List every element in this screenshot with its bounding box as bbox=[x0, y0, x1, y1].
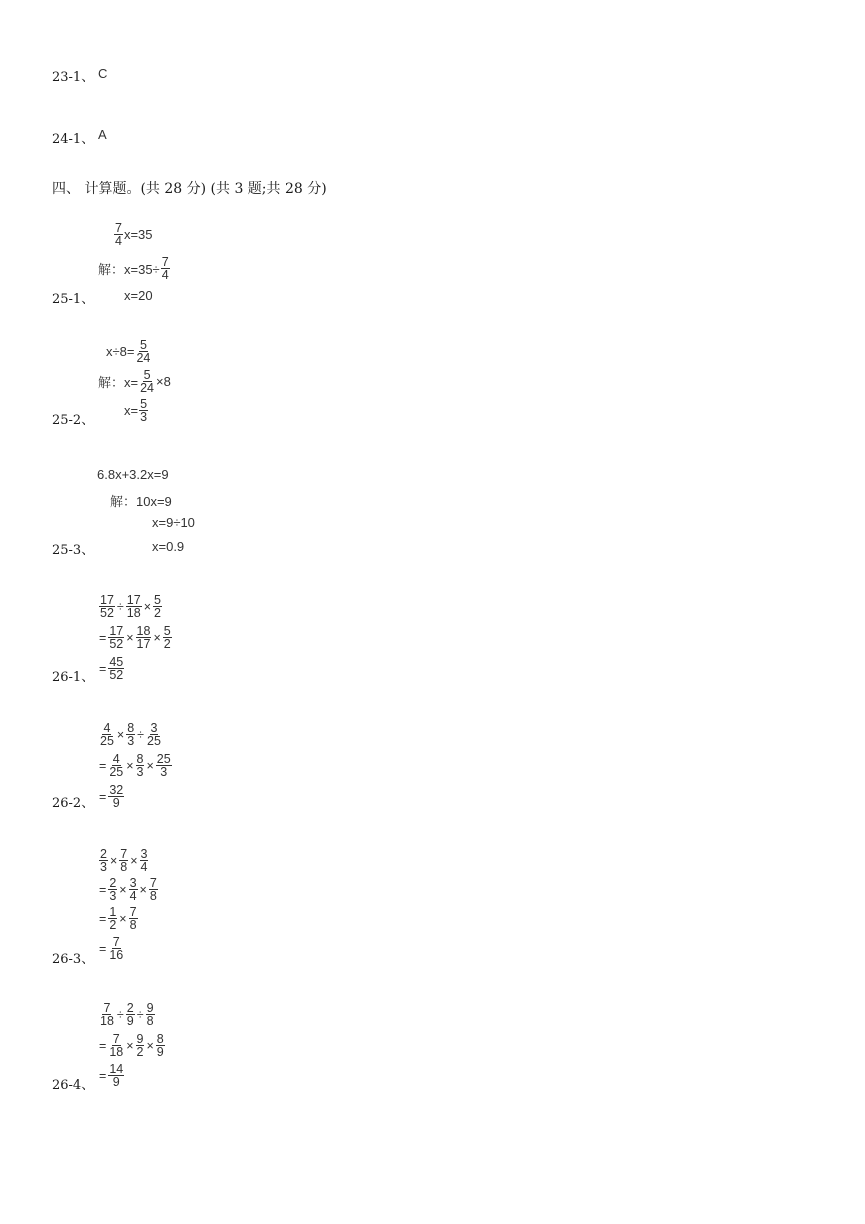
problem-label: 26-1、 bbox=[52, 670, 95, 685]
fraction: $\frac{7}{8}$ bbox=[149, 876, 157, 903]
fraction: $\frac{5}{3}$ bbox=[140, 397, 148, 424]
answer-label-24-1: 24-1、 bbox=[52, 132, 95, 147]
answer-choice-23-1: C bbox=[98, 66, 108, 81]
fraction: $\frac{4}{25}$ bbox=[100, 721, 114, 748]
fraction: $\frac{3}{4}$ bbox=[140, 847, 148, 874]
fraction: $\frac{8}{9}$ bbox=[156, 1032, 164, 1059]
fraction: $\frac{5}{24}$ bbox=[140, 368, 154, 395]
problem-label: 25-3、 bbox=[52, 543, 95, 558]
fraction: $\frac{7}{8}$ bbox=[120, 847, 128, 874]
section-title: 四、 计算题。(共 28 分) (共 3 题;共 28 分) bbox=[52, 181, 327, 197]
problem-label: 25-1、 bbox=[52, 292, 95, 307]
fraction: $\frac{7}{16}$ bbox=[109, 935, 124, 962]
fraction: $\frac{3}{4}$ bbox=[129, 876, 137, 903]
fraction: $\frac{7}{8}$ bbox=[129, 905, 137, 932]
fraction: $\frac{17}{52}$ bbox=[100, 593, 114, 620]
fraction: $\frac{2}{3}$ bbox=[100, 847, 107, 874]
problem-label: 26-4、 bbox=[52, 1078, 95, 1093]
fraction: $\frac{8}{3}$ bbox=[127, 721, 135, 748]
problem-label: 25-2、 bbox=[52, 413, 95, 428]
fraction: $\frac{5}{2}$ bbox=[163, 624, 171, 651]
fraction: $\frac{2}{3}$ bbox=[109, 876, 117, 903]
fraction: $\frac{3}{25}$ bbox=[147, 721, 161, 748]
fraction: $\frac{14}{9}$ bbox=[109, 1062, 124, 1089]
fraction: $\frac{17}{52}$ bbox=[109, 624, 124, 651]
fraction: $\frac{5}{24}$ bbox=[136, 338, 151, 365]
fraction: $\frac{9}{8}$ bbox=[146, 1001, 154, 1028]
fraction: $\frac{4}{25}$ bbox=[109, 752, 124, 779]
answer-label-23-1: 23-1、 bbox=[52, 70, 95, 85]
fraction: $\frac{18}{17}$ bbox=[136, 624, 151, 651]
problem-label: 26-2、 bbox=[52, 796, 95, 811]
fraction: $\frac{7}{4}$ bbox=[161, 255, 169, 282]
fraction: $\frac{5}{2}$ bbox=[154, 593, 161, 620]
fraction: $\frac{17}{18}$ bbox=[126, 593, 141, 620]
problem-label: 26-3、 bbox=[52, 952, 95, 967]
fraction: $\frac{7}{18}$ bbox=[109, 1032, 124, 1059]
fraction: $\frac{8}{3}$ bbox=[136, 752, 144, 779]
fraction: $\frac{1}{2}$ bbox=[109, 905, 117, 932]
fraction: $\frac{7}{18}$ bbox=[100, 1001, 114, 1028]
fraction: $\frac{25}{3}$ bbox=[156, 752, 171, 779]
fraction: $\frac{9}{2}$ bbox=[136, 1032, 144, 1059]
answer-choice-24-1: A bbox=[98, 127, 107, 142]
fraction: $\frac{7}{4}$ bbox=[115, 221, 122, 248]
fraction: $\frac{2}{9}$ bbox=[126, 1001, 134, 1028]
fraction: $\frac{45}{52}$ bbox=[109, 655, 124, 682]
fraction: $\frac{32}{9}$ bbox=[109, 783, 124, 810]
